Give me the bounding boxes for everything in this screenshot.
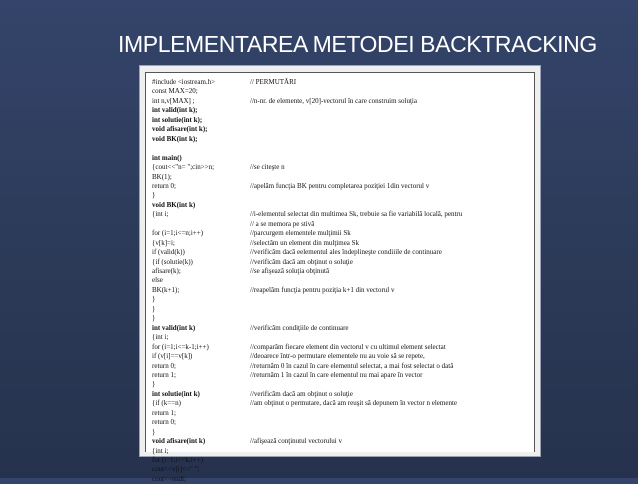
code-comment: //returnăm 1 în cazul în care elementul nu mai apare în vector	[250, 370, 423, 379]
code-comment: //comparăm fiecare element din vectorul v cu ultimul element selectat	[250, 342, 446, 351]
code-comment: //verificăm dacă am obţinut o soluţie	[250, 257, 353, 266]
code-text: #include <iostream.h>	[152, 78, 216, 86]
code-comment: //se citeşte n	[250, 163, 285, 172]
code-text: {int i;	[152, 210, 169, 219]
code-text: void afisare(int k);	[152, 125, 208, 134]
code-text: cout<<v[i]<<" ";	[152, 465, 200, 474]
code-text: {if (k==n)	[152, 399, 181, 408]
code-text: afisare(k);	[152, 267, 181, 275]
code-text: return 0;	[152, 361, 176, 370]
code-text: void BK(int k);	[152, 134, 198, 143]
code-text: const MAX=20;	[152, 87, 198, 96]
code-text: {if (solutie(k))	[152, 257, 193, 266]
code-comment: //afişează conţinutul vectorului v	[250, 437, 342, 446]
code-text: int n,v[MAX] ;	[152, 96, 195, 105]
code-text: int solutie(int k);	[152, 115, 203, 124]
code-text: BK(k+1);	[152, 285, 180, 294]
code-text: }	[152, 427, 156, 436]
code-text: int valid(int k);	[152, 106, 198, 115]
code-text: {cout<<"n= ";cin>>n;	[152, 163, 215, 172]
code-text: }	[152, 295, 156, 304]
code-text: int solutie(int k)	[152, 389, 200, 398]
code-comment: //returnăm 0 în cazul în care elementul selectat, a mai fost selectat o dată	[250, 361, 454, 370]
code-comment: //verificăm dacă am obţinut o soluţie	[250, 389, 353, 398]
code-line	[146, 474, 534, 484]
code-comment: // PERMUTĂRI	[250, 78, 297, 86]
code-text: return 0;	[152, 181, 176, 190]
code-text: cout<<endl;	[152, 474, 186, 483]
code-text: {int i;	[152, 446, 169, 455]
code-text: return 1;	[152, 408, 176, 417]
code-text: return 1;	[152, 370, 176, 379]
code-comment: //am obţinut o permutare, dacă am reuşit să depunem în vector n elemente	[250, 399, 458, 408]
code-comment: //reapelăm funcţia pentru poziţia k+1 din vectorul v	[250, 285, 395, 294]
code-comment: //i-elementul selectat din multimea Sk, trebuie sa fie variabilă locală, pentru	[250, 210, 463, 219]
code-document-image	[140, 66, 540, 483]
code-text: for (i=1;i<=n;i++)	[152, 229, 204, 238]
code-text: }	[152, 380, 156, 389]
code-comment: //parcurgem elementele mulţimii Sk	[250, 229, 351, 238]
code-text: if (valid(k))	[152, 248, 185, 257]
code-text: for (i=1;i<=k;i++)	[152, 456, 204, 464]
code-comment: //apelăm funcţia BK pentru completarea poziţiei 1din vectorul v	[250, 181, 430, 190]
code-text: }	[152, 304, 156, 313]
code-text: void afisare(int k)	[152, 437, 206, 446]
code-text: }	[152, 314, 156, 323]
code-comment: //deoarece într-o permutare elementele nu au voie să se repete,	[250, 352, 425, 361]
code-comment: //selectăm un element din mulţimea Sk	[250, 238, 360, 247]
code-text: int main()	[152, 153, 182, 162]
code-comment: // a se memora pe stivă	[250, 219, 315, 228]
code-text: if (v[i]==v[k])	[152, 352, 193, 361]
code-text: int valid(int k)	[152, 323, 196, 332]
code-text: }	[152, 191, 156, 200]
code-text: else	[152, 276, 163, 285]
code-text: {int i;	[152, 333, 169, 342]
code-text: return 0;	[152, 418, 176, 427]
code-comment: //verificăm condiţiile de continuare	[250, 323, 349, 332]
code-text: BK(1);	[152, 172, 172, 181]
code-comment: //se afişează soluţia obţinută	[250, 267, 330, 275]
code-comment: //verificăm dacă eelementul ales îndeplineşte condiiile de continuare	[250, 248, 442, 257]
code-comment: //n-nr. de elemente, v[20]-vectorul în care construim soluţia	[250, 96, 417, 105]
slide-title: IMPLEMENTAREA METODEI BACKTRACKING	[118, 31, 597, 57]
code-listing	[145, 72, 535, 483]
code-text: for (i=1;i<=k-1;i++)	[152, 342, 209, 351]
code-text: {v[k]=i;	[152, 238, 175, 247]
code-text: void BK(int k)	[152, 200, 196, 209]
